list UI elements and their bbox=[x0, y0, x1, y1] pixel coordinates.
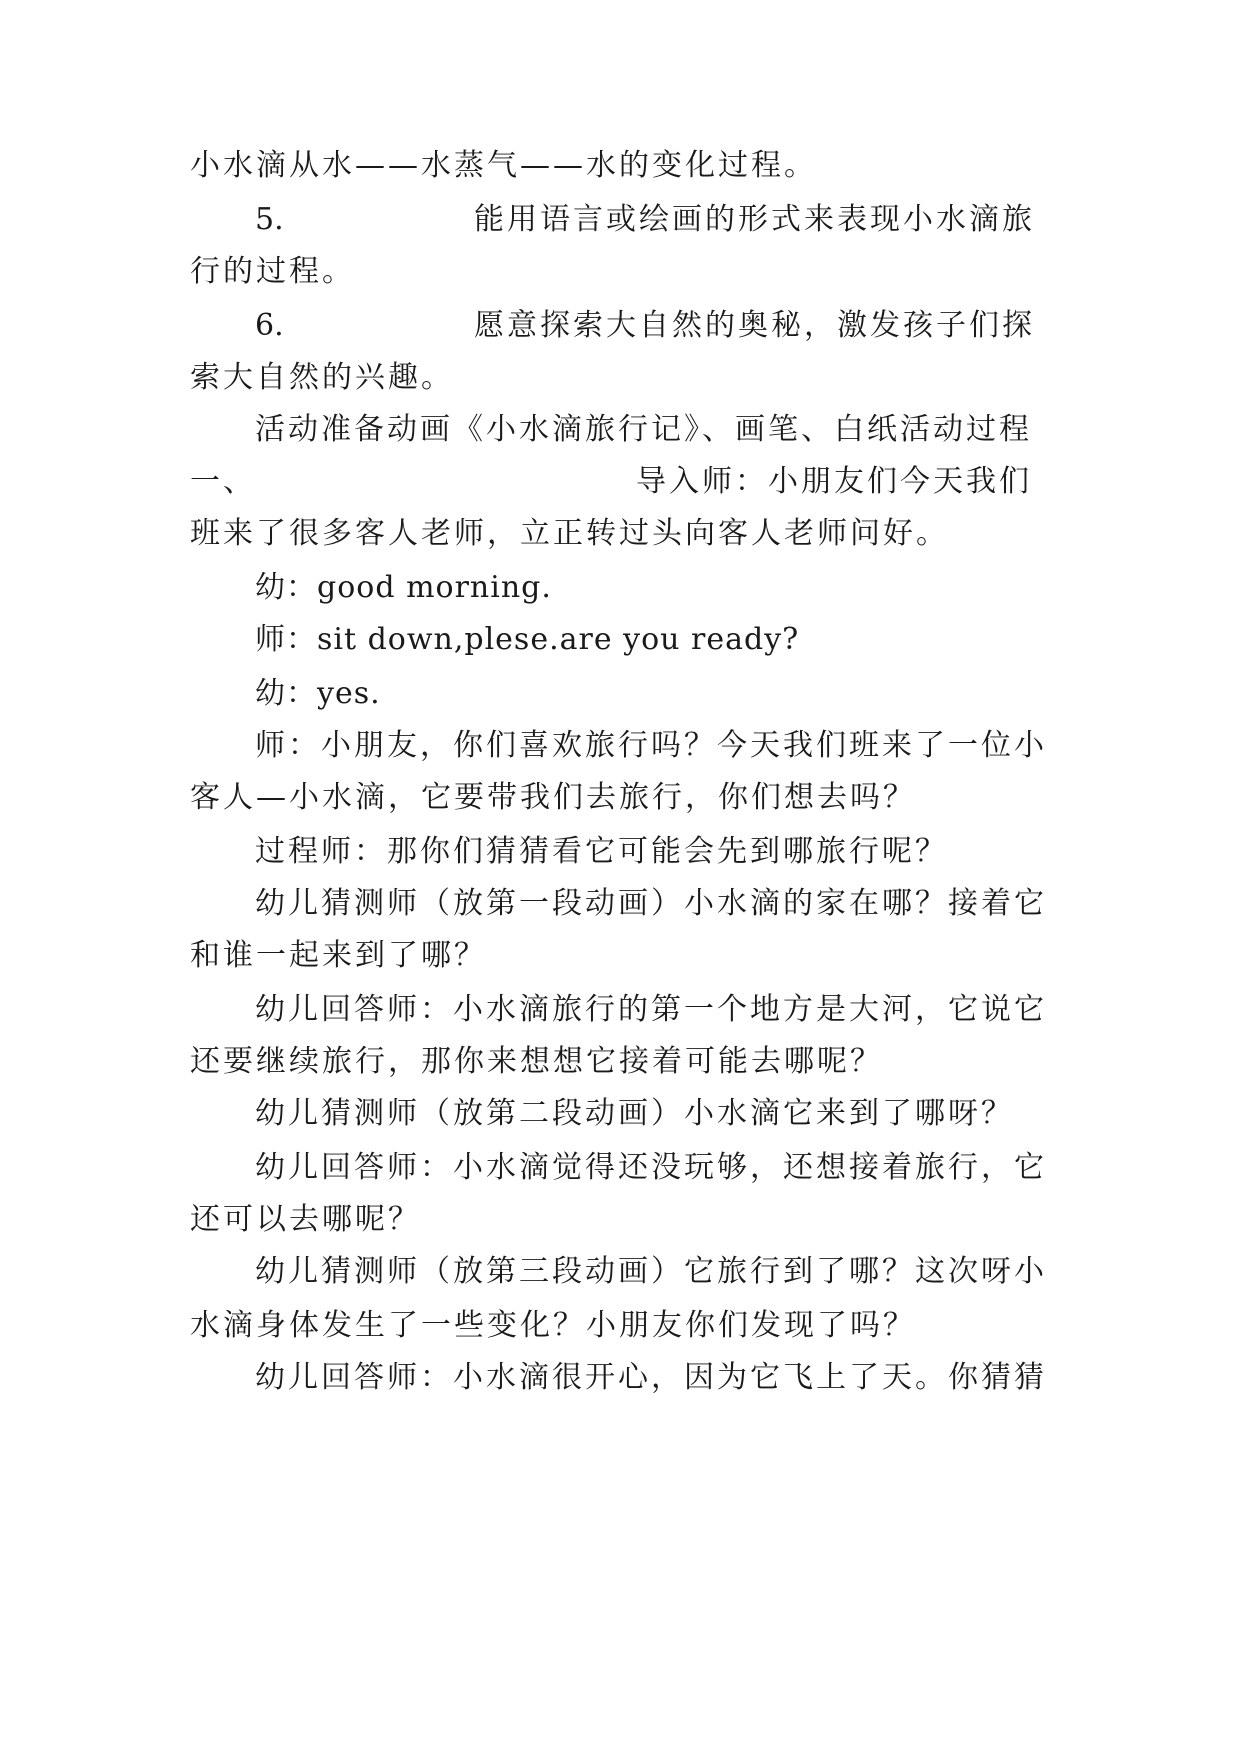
text-line-10: 和谁一起来到了哪？ bbox=[190, 938, 487, 973]
text-line-5: 班来了很多客人老师，立正转过头向客人老师问好。 bbox=[190, 516, 949, 551]
text-line-18: 幼儿回答师：小水滴很开心，因为它飞上了天。你猜猜 bbox=[255, 1360, 1047, 1395]
intro-text: 导入师：小朋友们今天我们 bbox=[636, 464, 1032, 499]
text-line-9: 幼儿猜测师（放第一段动画）小水滴的家在哪？接着它 bbox=[255, 886, 1047, 921]
text-line-2: 行的过程。 bbox=[190, 254, 355, 289]
dialog-line-3: 幼：yes. bbox=[255, 676, 381, 711]
text-line-12: 还要继续旅行，那你来想想它接着可能去哪呢？ bbox=[190, 1044, 883, 1079]
item-5-text: 能用语言或绘画的形式来表现小水滴旅 bbox=[474, 202, 1035, 237]
item-5-number: 5. bbox=[255, 202, 284, 237]
item-6-text: 愿意探索大自然的奥秘，激发孩子们探 bbox=[474, 308, 1035, 343]
dialog-line-2: 师：sit down,plese.are you ready? bbox=[255, 622, 800, 657]
text-line-3: 索大自然的兴趣。 bbox=[190, 360, 454, 395]
text-line-1: 小水滴从水——水蒸气——水的变化过程。 bbox=[190, 148, 817, 183]
section-one-marker: 一、 bbox=[190, 464, 256, 499]
text-line-16: 幼儿猜测师（放第三段动画）它旅行到了哪？这次呀小 bbox=[255, 1254, 1047, 1289]
text-line-8: 过程师：那你们猜猜看它可能会先到哪旅行呢？ bbox=[255, 834, 948, 869]
text-line-17: 水滴身体发生了一些变化？小朋友你们发现了吗？ bbox=[190, 1308, 916, 1343]
text-line-14: 幼儿回答师：小水滴觉得还没玩够，还想接着旅行，它 bbox=[255, 1150, 1047, 1185]
text-line-11: 幼儿回答师：小水滴旅行的第一个地方是大河，它说它 bbox=[255, 992, 1047, 1027]
text-line-7: 客人—小水滴，它要带我们去旅行，你们想去吗？ bbox=[190, 780, 916, 815]
text-line-6: 师：小朋友，你们喜欢旅行吗？今天我们班来了一位小 bbox=[255, 728, 1047, 763]
dialog-line-1: 幼：good morning. bbox=[255, 570, 552, 605]
text-line-15: 还可以去哪呢？ bbox=[190, 1202, 421, 1237]
item-6-number: 6. bbox=[255, 308, 284, 343]
text-line-13: 幼儿猜测师（放第二段动画）小水滴它来到了哪呀？ bbox=[255, 1096, 1014, 1131]
text-line-4: 活动准备动画《小水滴旅行记》、画笔、白纸活动过程 bbox=[255, 412, 1032, 447]
